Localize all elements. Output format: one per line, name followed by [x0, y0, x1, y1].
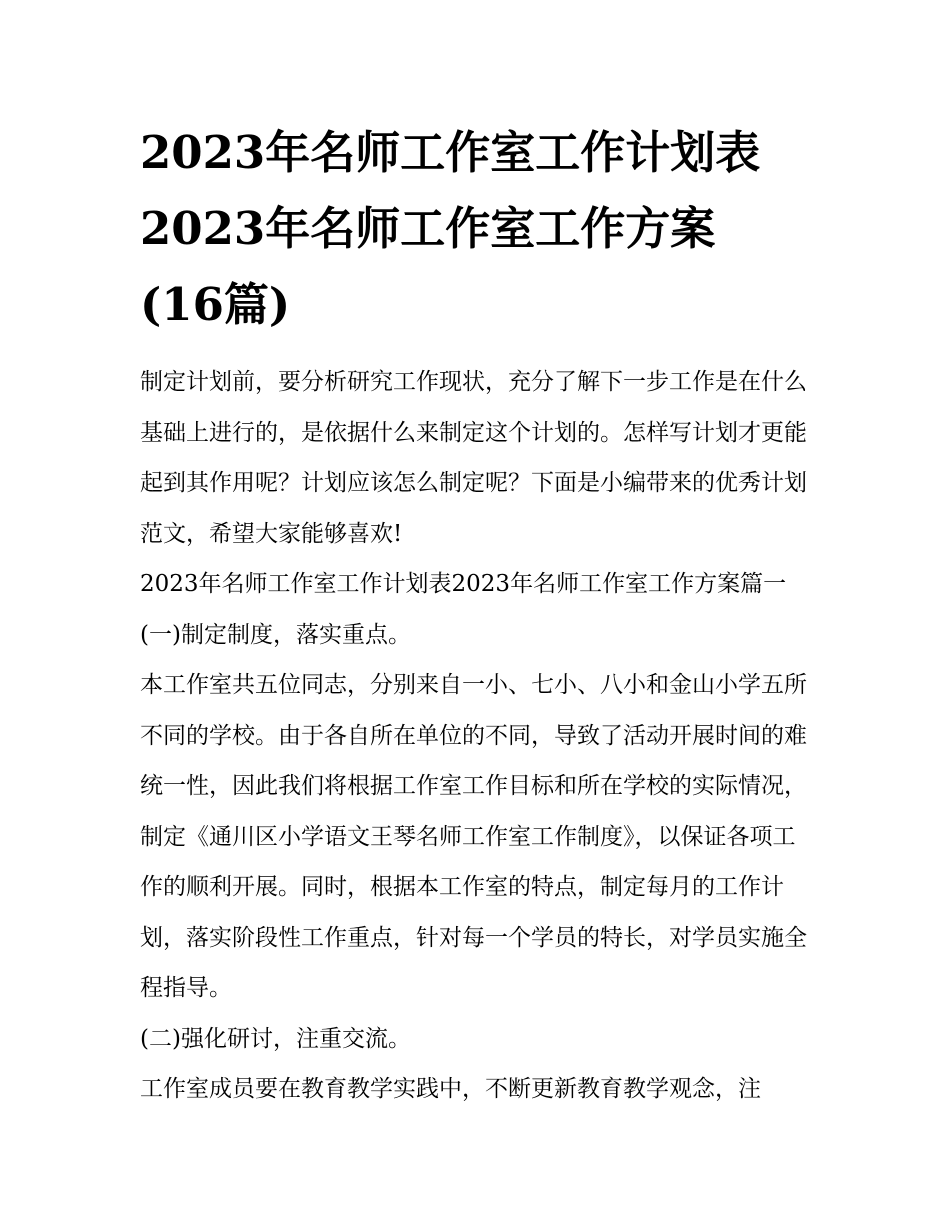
title-line-2: 2023年名师工作室工作方案: [140, 202, 716, 255]
title-line-1: 2023年名师工作室工作计划表: [140, 126, 761, 179]
paragraph-subheading: (二)强化研讨，注重交流。: [140, 1025, 411, 1052]
document-page: [140, 115, 812, 1115]
paragraph-section-heading: 2023年名师工作室工作计划表2023年名师工作室工作方案篇一(一)制定制度，落实重点。: [140, 571, 787, 648]
document-title: [140, 115, 812, 343]
paragraph-intro: 制定计划前，要分析研究工作现状，充分了解下一步工作是在什么基础上进行的，是依据什么来制定这个计划的。怎样写计划才更能起到其作用呢？计划应该怎么制定呢？下面是小编带来的优秀计划范文，希望大家能够喜欢!: [140, 369, 807, 547]
paragraph-studio-intro: 本工作室共五位同志，分别来自一小、七小、八小和金山小学五所不同的学校。由于各自所在单位的不同，导致了活动开展时间的难统一性，因此我们将根据工作室工作目标和所在学校的实际情况，制定《通川区小学语文王琴名师工作室工作制度》，以保证各项工作的顺利开展。同时，根据本工作室的特点，制定每月的工作计划，落实阶段性工作重点，针对每一个学员的特长，对学员实施全程指导。: [140, 672, 807, 1001]
title-line-3: (16篇): [140, 278, 291, 331]
document-body: [140, 357, 812, 1115]
paragraph-continued: 工作室成员要在教育教学实践中，不断更新教育教学观念，注: [140, 1076, 761, 1102]
